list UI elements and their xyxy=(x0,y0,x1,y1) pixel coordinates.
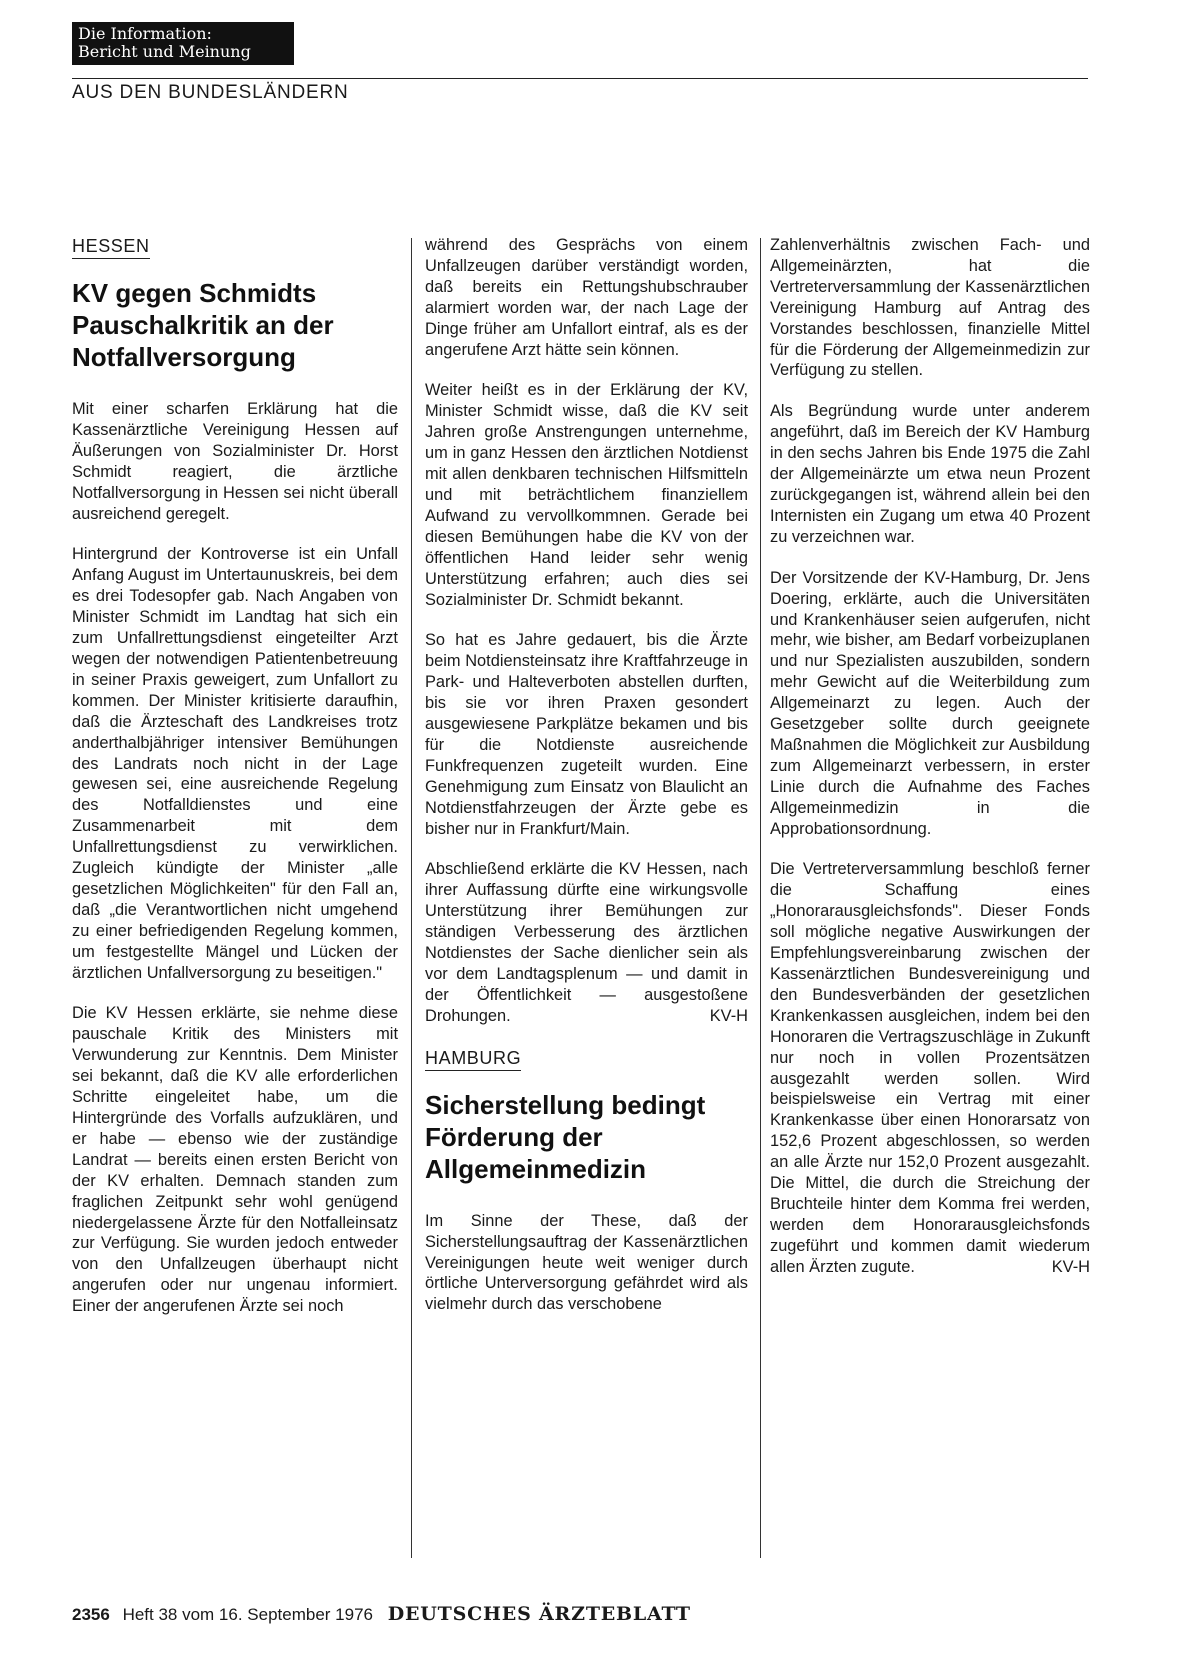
issue-info: Heft 38 vom 16. September 1976 xyxy=(122,1605,373,1624)
paragraph: So hat es Jahre gedauert, bis die Ärzte beim Notdiensteinsatz ihre Kraftfahrzeuge in Park- und Halteverboten abstellen durften, bis sie vor ihren Praxen gesondert ausgewiesene Parkplätze bekamen und bis für die Notdienste ausreichende Funkfrequenzen zugeteilt wurden. Eine Genehmigung zum Einsatz von Blaulicht an Notdienstfahrzeugen der Ärzte gebe es bisher nur in Frankfurt/Main. xyxy=(425,631,748,838)
author-signoff: KV-H xyxy=(709,1006,748,1025)
paragraph: Als Begründung wurde unter anderem angeführt, daß im Bereich der KV Hamburg in den sechs Jahren bis Ende 1975 die Zahl der Allgemeinärzte um etwa neun Prozent zurückgegangen ist, während allein bei den Internisten ein Zugang um etwa 40 Prozent zu verzeichnen war. xyxy=(770,402,1090,546)
column-2 xyxy=(425,235,748,1335)
paragraph: Mit einer scharfen Erklärung hat die Kassenärztliche Vereinigung Hessen auf Äußerungen von Sozialminister Dr. Horst Schmidt reagiert, die ärztliche Notfallversorgung in Hessen sei nicht überall ausreichend geregelt. xyxy=(72,400,398,523)
paragraph: Die KV Hessen erklärte, sie nehme diese pauschale Kritik des Ministers mit Verwunderung zur Kenntnis. Dem Minister sei bekannt, daß die KV alle erforderlichen Schritte eingeleitet habe, um die Hintergründe des Vorfalls aufzuklären, und er habe — ebenso wie der zuständige Landrat — bereits einen ersten Bericht von der KV erhalten. Demnach standen zum fraglichen Zeitpunkt sehr wohl genügend niedergelassene Ärzte für den Notfalleinsatz zur Verfügung. Sie wurden jedoch entweder von den Unfallzeugen überhaupt nicht angerufen oder nur ungenau informiert. Einer der angerufenen Ärzte sei noch xyxy=(72,1004,398,1316)
paragraph: Im Sinne der These, daß der Sicherstellungsauftrag der Kassenärztlichen Vereinigungen heute weit weniger durch örtliche Unterversorgung gefährdet wird als vielmehr durch das verschobene xyxy=(425,1211,748,1314)
column-3 xyxy=(770,235,1090,1298)
paragraph xyxy=(425,859,748,1026)
paragraph: Hintergrund der Kontroverse ist ein Unfall Anfang August im Untertaunuskreis, bei dem es drei Todesopfer gab. Nach Angaben von Minister Schmidt im Landtag hat sich ein zum Unfallrettungsdienst eingeteilter Arzt wegen der notwendigen Patientenbetreuung in seiner Praxis geweigert, zum Unfallort zu kommen. Der Minister kritisierte daraufhin, daß die Ärzteschaft des Landkreises trotz anderthalbjähriger intensiver Bemühungen des Landrats noch nicht in der Lage gewesen sei, eine ausreichende Regelung des Notfalldienstes und eine Zusammenarbeit mit dem Unfallrettungsdienst zu verwirklichen. Zugleich kündigte der Minister „alle gesetzlichen Möglichkeiten" für den Fall an, daß „die Verantwortlichen nicht umgehend zu einer befriedigenden Regelung kommen, um festgestellte Mängel und Lücken der ärztlichen Unfallversorgung zu beseitigen." xyxy=(72,545,398,982)
header-rule xyxy=(72,78,1088,79)
headline-hessen: KV gegen Schmidts Pauschalkritik an der Notfallversorgung xyxy=(72,278,334,372)
region-wrap xyxy=(425,1047,748,1071)
paragraph: Weiter heißt es in der Erklärung der KV, Minister Schmidt wisse, daß die KV seit Jahren große Anstrengungen unternehme, um in ganz Hessen den ärztlichen Notdienst mit allen denkbaren technischen Hilfsmitteln und mit beträchtlichem finanziellem Aufwand zu vervollkommnen. Gerade bei diesen Bemühungen habe die KV von der öffentlichen Hand leider sehr wenig Unterstützung erfahren; auch dies sei Sozialminister Dr. Schmidt bekannt. xyxy=(425,381,748,609)
column-1 xyxy=(72,235,398,1337)
region-label-hessen: HESSEN xyxy=(72,235,150,259)
column-divider xyxy=(760,238,761,1558)
rubric-line-2: Bericht und Meinung xyxy=(78,42,251,61)
region-label-hamburg: HAMBURG xyxy=(425,1047,521,1071)
paragraph xyxy=(770,859,1090,1277)
section-label: AUS DEN BUNDESLÄNDERN xyxy=(72,82,349,103)
page-footer xyxy=(72,1603,691,1625)
paragraph: während des Gesprächs von einem Unfallzeugen darüber verständigt worden, daß bereits ein Rettungshubschrauber alarmiert worden war, der nach Lage der Dinge früher am Unfallort eintraf, als es der angerufene Arzt hätte sein können. xyxy=(425,236,748,359)
paragraph-text: Abschließend erklärte die KV Hessen, nach ihrer Auffassung dürfte eine wirkungsvolle Unterstützung ihrer Bemühungen zur ständigen Verbesserung des ärztlichen Notdienstes der Sache dienlicher sein als vor dem Landtagsplenum — und damit in der Öffentlichkeit — ausgestoßene Drohungen. xyxy=(425,860,748,1025)
rubric-line-1: Die Information: xyxy=(78,24,212,43)
page-number: 2356 xyxy=(72,1605,110,1624)
paragraph: Der Vorsitzende der KV-Hamburg, Dr. Jens Doering, erklärte, auch die Universitäten und Krankenhäuser seien aufgerufen, nicht mehr, wie bisher, am Bedarf vorbeizuplanen und nur Spezialisten auszubilden, sondern mehr Gewicht auf die Weiterbildung zum Allgemeinarzt zu legen. Auch der Gesetzgeber sollte durch geeignete Maßnahmen die Möglichkeit zur Ausbildung zum Allgemeinarzt verbessern, in erster Linie durch die Aufnahme des Faches Allgemeinmedizin in die Approbationsordnung. xyxy=(770,568,1090,838)
publication-name: DEUTSCHES ÄRZTEBLATT xyxy=(387,1603,691,1625)
column-divider xyxy=(411,238,412,1558)
author-signoff: KV-H xyxy=(1051,1257,1090,1276)
headline-hamburg: Sicherstellung bedingt Förderung der Allgemeinmedizin xyxy=(425,1089,706,1184)
paragraph-text: Die Vertreterversammlung beschloß ferner die Schaffung eines „Honorarausgleichsfonds". Dieser Fonds soll mögliche negative Auswirkungen der Empfehlungsvereinbarung zwischen der Kassenärztlichen Bundesvereinigung und den Bundesverbänden der gesetzlichen Krankenkassen ausgleichen, indem bei den Honoraren die Vertragszuschläge in Zukunft nur noch in vollen Prozentsätzen ausgezahlt werden sollen. Wird beispielsweise ein Vertrag mit einer Krankenkasse über einen Honorarsatz von 152,6 Prozent abgeschlossen, so werden an alle Ärzte nur 152,0 Prozent ausgezahlt. Die Mittel, die durch die Streichung der Bruchteile hinter dem Komma frei werden, werden dem Honorarausgleichsfonds zugeführt und kommen damit wiederum allen Ärzten zugute. xyxy=(770,860,1090,1276)
rubric-box xyxy=(72,22,294,65)
paragraph: Zahlenverhältnis zwischen Fach- und Allgemeinärzten, hat die Vertreterversammlung der Kassenärztlichen Vereinigung Hamburg auf Antrag des Vorstandes beschlossen, finanzielle Mittel für die Förderung der Allgemeinmedizin zur Verfügung zu stellen. xyxy=(770,236,1090,380)
